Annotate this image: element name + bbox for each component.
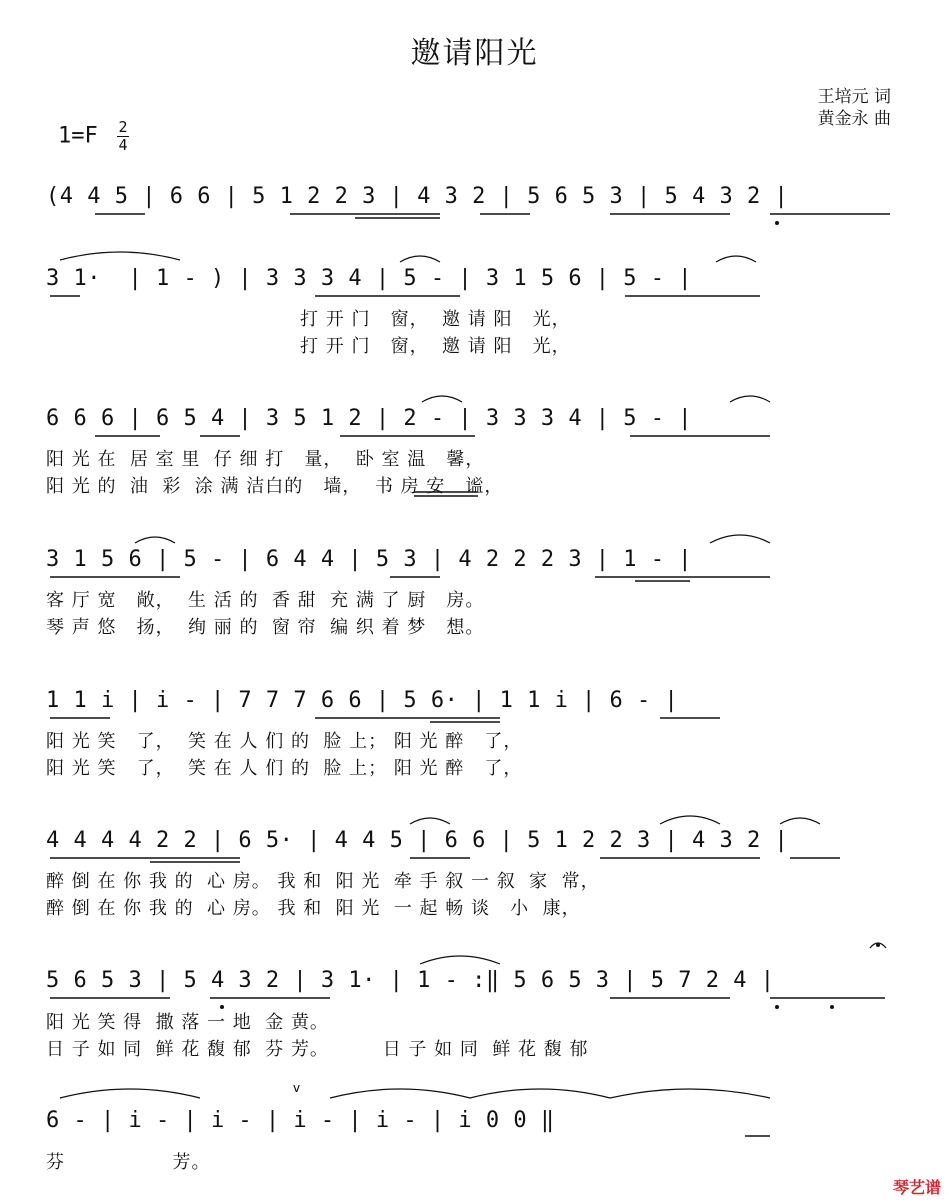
lyric-line-6a: 醉 倒 在 你 我 的 心 房。 我 和 阳 光 牵 手 叙 一 叙 家 常， [46, 871, 600, 892]
lyric-line-6b: 醉 倒 在 你 我 的 心 房。 我 和 阳 光 一 起 畅 谈 小 康， [46, 898, 581, 919]
tie-arc [730, 396, 770, 402]
tie-arc [135, 537, 175, 543]
time-signature [117, 120, 129, 153]
fermata-arc [870, 943, 886, 948]
lyric-line-3b: 阳 光 的 油 彩 涂 满 洁白的 墙， 书 房 安 谧， [46, 476, 504, 497]
tie-arc [660, 816, 720, 824]
key-tonic: 1=F [58, 123, 98, 149]
lyric-line-8a: 芬 芳。 [46, 1152, 211, 1173]
staff-line-4: 3 1 5 6 | 5 - | 6 4 4 | 5 3 | 4 2 2 2 3 | 1 - | [46, 547, 693, 572]
tie-arc [400, 256, 440, 262]
tie-arc [60, 1089, 200, 1098]
staff-line-7: 5 6 5 3 | 5 4 3 2 | 3 1· | 1 - :‖ 5 6 5 3 | 5 7 2 4 | [46, 968, 775, 993]
lyric-line-4b: 琴 声 悠 扬， 绚 丽 的 窗 帘 编 织 着 梦 想。 [46, 617, 485, 638]
tie-arc [470, 1089, 610, 1098]
staff-line-5: 1 1 i | i - | 7 7 7 6 6 | 5 6· | 1 1 i | 6 - | [46, 688, 679, 713]
logo [893, 1175, 941, 1198]
tie-arc [422, 396, 462, 402]
song-title: 邀请阳光 [410, 36, 539, 71]
time-bottom: 4 [118, 136, 128, 154]
credits [818, 86, 891, 130]
tie-arc [716, 256, 756, 262]
lyric-line-3a: 阳 光 在 居 室 里 仔 细 打 量， 卧 室 温 馨， [46, 449, 485, 470]
lyric-line-5b: 阳 光 笑 了， 笑 在 人 们 的 脸 上； 阳 光 醉 了， [46, 758, 523, 779]
fermata-dot [876, 943, 880, 947]
lyric-line-2a: 打 开 门 窗， 邀 请 阳 光， [300, 309, 571, 330]
breath-mark: v [293, 1081, 301, 1095]
composer-credit: 黄金永 曲 [817, 109, 891, 129]
staff-line-3: 6 6 6 | 6 5 4 | 3 5 1 2 | 2 - | 3 3 3 4 | 5 - | [46, 406, 693, 431]
lyric-line-7b: 日 子 如 同 鲜 花 馥 郁 芬 芳。 日 子 如 同 鲜 花 馥 郁 [46, 1039, 589, 1060]
staff-line-8: 6 - | i - | i - | i - | i - | i 0 0 ‖ [46, 1108, 555, 1133]
tie-arc [330, 1089, 470, 1098]
staff-line-6: 4 4 4 4 2 2 | 6 5· | 4 4 5 | 6 6 | 5 1 2 2 3 | 4 3 2 | [46, 828, 789, 853]
lyric-line-7a: 阳 光 笑 得 撒 落 一 地 金 黄。 [46, 1012, 329, 1033]
tie-arc [420, 956, 500, 964]
logo-text: 琴艺谱 [892, 1178, 941, 1197]
tie-arc [60, 252, 180, 260]
lyric-line-4a: 客 厅 宽 敞， 生 活 的 香 甜 充 满 了 厨 房。 [46, 590, 485, 611]
tie-arc [780, 818, 820, 824]
octave-dot [775, 221, 779, 225]
staff-line-1: (4 4 5 | 6 6 | 5 1 2 2 3 | 4 3 2 | 5 6 5 3 | 5 4 3 2 | [46, 184, 789, 209]
tie-arc [710, 535, 770, 543]
tie-arc [410, 818, 450, 824]
lyricist-credit: 王培元 词 [817, 87, 891, 107]
lyric-line-2b: 打 开 门 窗， 邀 请 阳 光， [300, 336, 571, 357]
lyric-line-5a: 阳 光 笑 了， 笑 在 人 们 的 脸 上； 阳 光 醉 了， [46, 731, 523, 752]
key-signature [58, 120, 129, 153]
tie-arc [610, 1089, 770, 1098]
time-top: 2 [118, 118, 128, 136]
staff-line-2: 3 1· | 1 - ) | 3 3 3 4 | 5 - | 3 1 5 6 | 5 - | [46, 266, 693, 291]
